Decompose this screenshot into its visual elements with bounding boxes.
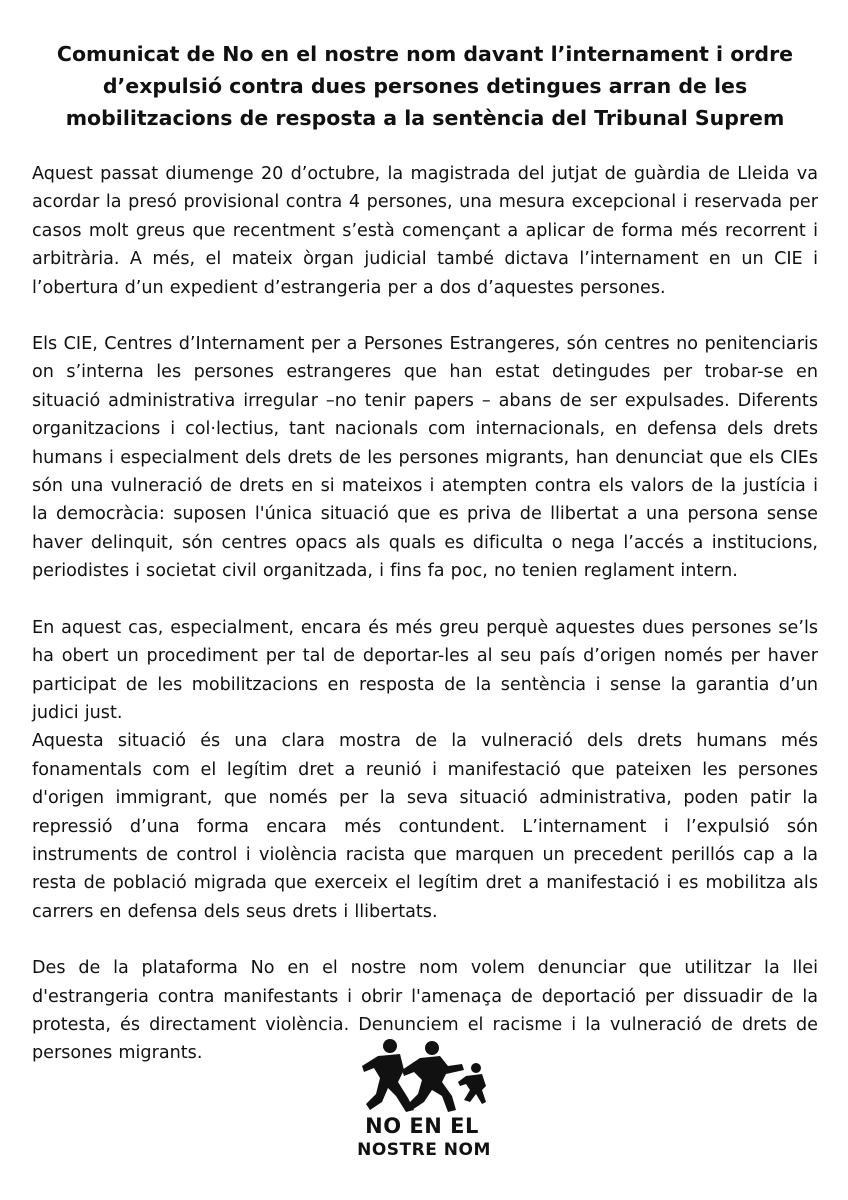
paragraph-1: Aquest passat diumenge 20 d’octubre, la magistrada del jutjat de guàrdia de Lleida va acordar la presó provisional contra 4 persones, una mesura excepcional i reservada per casos molt greus que recentment s’està començant a aplicar de forma més recorrent i arbitrària. A més, el mateix òrgan judicial també dictava l’internament en un CIE i l’obertura d’un expedient d’estrangeria per a dos d’aquestes persones. — [32, 164, 818, 298]
paragraph-2: Els CIE, Centres d’Internament per a Persones Estrangeres, són centres no penitenciaris on s’interna les persones estrangeres que han estat detingudes per trobar-se en situació administrativa irregular –no tenir papers – abans de ser expulsades. Diferents organitzacions i col·lectius, tant nacionals com internacionals, en defensa dels drets humans i especialment dels drets de les persones migrants, han denunciat que els CIEs són una vulneració de drets en si mateixos i atempten contra els valors de la justícia i la democràcia: suposen l'única situació que es priva de llibertat a una persona sense haver delinquit, són centres opacs als quals es dificulta o nega l’accés a institucions, periodistes i societat civil organitzada, i fins fa poc, no tenien reglament intern. — [32, 334, 818, 582]
paragraph-4: Aquesta situació és una clara mostra de la vulneració dels drets humans més fonamentals com el legítim dret a reunió i manifestació que pateixen les persones d'origen immigrant, que només per la seva situació administrativa, poden patir la repressió d’una forma encara més contundent. L’internament i l’expulsió són instruments de control i violència racista que marquen un precedent perillós cap a la resta de població migrada que exerceix el legítim dret a manifestació i es mobilitza als carrers en defensa dels seus drets i llibertats. — [32, 731, 818, 922]
paragraph-5: Des de la plataforma No en el nostre nom volem denunciar que utilitzar la llei d'estrangeria contra manifestants i obrir l'amenaça de deportació per dissuadir de la protesta, és directament violència. Denunciem el racisme i la vulneració de drets de persones migrants. — [32, 958, 818, 1064]
logo-text-line1: NO EN EL — [365, 1114, 479, 1138]
document-page — [32, 38, 818, 1096]
no-en-el-nostre-nom-logo — [357, 1036, 500, 1186]
paragraph-3: En aquest cas, especialment, encara és més greu perquè aquestes dues persones se’ls ha obert un procediment per tal de deportar-les al seu país d’origen només per haver participat de les mobilitzacions en resposta de la sentència i sense la garantia d’un judici just. — [32, 617, 818, 723]
running-family-icon — [360, 1036, 490, 1114]
logo-text-line2: NOSTRE NOM — [357, 1140, 491, 1160]
document-title: Comunicat de No en el nostre nom davant l’internament i ordre d’expulsió contra dues persones detingues arran de les mobilitzacions de resposta a la sentència del Tribunal Suprem — [56, 42, 794, 130]
